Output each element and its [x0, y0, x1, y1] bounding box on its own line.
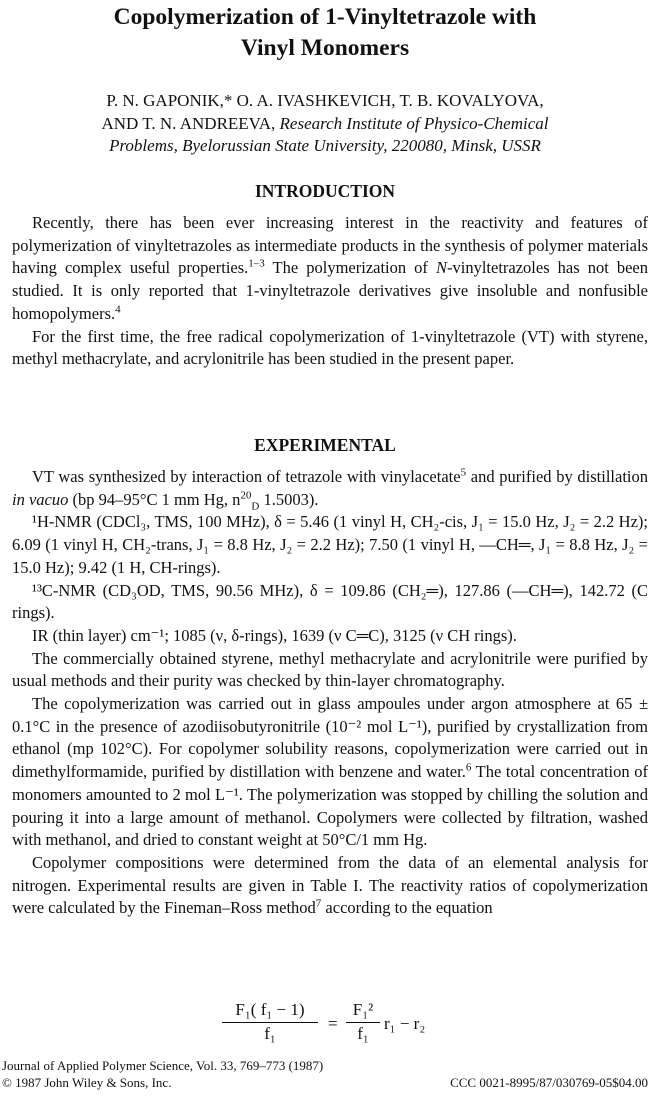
exp-vt-italic: in vacuo	[12, 489, 69, 509]
exp-vt-text: VT was synthesized by interaction of tetrazole with vinylacetate	[32, 467, 461, 486]
exp-comp-text: Copolymer compositions were determined from the data of an elemental analysis for nitrogen. Experimental results are given in Table I. The reactivity ratios of copolymerization were calculated by the Fineman–Ross method	[12, 852, 648, 918]
exp-paragraph-hnmr: ¹H-NMR (CDCl₃, TMS, 100 MHz), δ = 5.46 (1 vinyl H, CH₂-cis, J₁ = 15.0 Hz, J₂ = 2.2 Hz); 6.09 (1 vinyl H, CH₂-trans, J₁ = 8.8 Hz, J₂ = 2.2 Hz); 7.50 (1 vinyl H, —CH═, J₁ = 8.8 Hz, J₂ = 15.0 Hz); 9.42 (1 H, CH-rings).	[12, 512, 648, 577]
equation-rhs-numerator: F₁²	[352, 1000, 374, 1019]
intro-p1-italic: N	[435, 258, 447, 278]
equation-rhs-fraction	[346, 1000, 380, 1044]
author-line-2	[0, 113, 650, 136]
equation-rhs-tail: r₁ − r₂	[384, 1014, 426, 1033]
exp-paragraph-composition	[12, 852, 648, 920]
exp-paragraph-ir: IR (thin layer) cm⁻¹; 1085 (ν, δ-rings), 1639 (ν C═C), 3125 (ν CH rings).	[32, 625, 517, 645]
exp-vt-text: and purified by distillation	[466, 467, 648, 486]
exp-paragraph-cnmr: ¹³C-NMR (CD₃OD, TMS, 90.56 MHz), δ = 109.86 (CH₂═), 127.86 (—CH═), 142.72 (C rings).	[12, 580, 648, 623]
citation-ref: 4	[115, 303, 121, 316]
exp-vt-text: (bp 94–95°C 1 mm Hg, n	[68, 489, 241, 509]
citation-ref: 1–3	[248, 257, 265, 270]
citation-ref: 7	[315, 897, 322, 910]
equation-lhs-denominator: f₁	[264, 1024, 276, 1043]
exp-paragraph-vt	[12, 466, 648, 511]
exp-paragraph-copolymerization	[12, 693, 648, 852]
exp-copoly-text: The total concentration of monomers amounted to 2 mol L⁻¹. The polymerization was stopped by chilling the solution and pouring it into a large amount of methanol. Copolymers were collected by filtration, washed with methanol, and dried to constant weight at 50°C/1 mm Hg.	[12, 762, 648, 850]
equation-equals: =	[328, 1014, 338, 1033]
fraction-bar	[222, 1022, 318, 1023]
equation-rhs-denominator: f₁	[357, 1024, 369, 1043]
fineman-ross-equation	[222, 1000, 442, 1060]
exp-comp-text: according to the equation	[321, 898, 493, 918]
author-names-line-2: AND T. N. ANDREEVA,	[101, 113, 276, 133]
exp-paragraph-styrene: The commercially obtained styrene, methyl methacrylate and acrylonitrile were purified by usual methods and their purity was checked by thin-layer chromatography.	[12, 648, 648, 691]
footer-journal: Journal of Applied Polymer Science, Vol. 33, 769–773 (1987)	[2, 1058, 324, 1073]
intro-p1-text: Recently, there has been ever increasing interest in the reactivity and features of polymerization of vinyltetrazoles as intermediate products in the synthesis of polymer materials having complex useful properties.	[12, 213, 648, 278]
affiliation-line-2: Problems, Byelorussian State University, 220080, Minsk, USSR	[109, 136, 541, 155]
title-line-1: Copolymerization of 1-Vinyltetrazole with	[113, 4, 537, 30]
fraction-bar	[346, 1022, 380, 1023]
refractive-index-temp: 20	[240, 489, 252, 502]
intro-paragraph-2: For the first time, the free radical copolymerization of 1-vinyltetrazole (VT) with styrene, methyl methacrylate, and acrylonitrile has been studied in the present paper.	[12, 326, 648, 369]
footer-row	[2, 1075, 648, 1091]
equation-lhs-fraction	[222, 1000, 318, 1044]
introduction-body	[12, 212, 648, 371]
exp-vt-text: 1.5003).	[259, 489, 319, 509]
author-block	[0, 90, 650, 158]
title-line-2: Vinyl Monomers	[240, 35, 410, 61]
exp-copoly-text: The copolymerization was carried out in glass ampoules under argon atmosphere at 65 ± 0.1°C in the presence of azodiisobutyronitrile (10⁻² mol L⁻¹), purified by crystallization from ethanol (mp 102°C). For copolymer solubility reasons, copolymerization were carried out in dimethylformamide, purified by distillation with benzene and water.	[12, 694, 648, 782]
equation-lhs-numerator: F₁( f₁ − 1)	[235, 1000, 305, 1019]
intro-p1-text: -vinyltetrazoles has not been studied. It is only reported that 1-vinyltetrazole derivatives give insoluble and nonfusible homopolymers.	[12, 258, 648, 323]
footer-copyright: © 1987 John Wiley & Sons, Inc.	[2, 1075, 172, 1090]
section-heading-introduction: INTRODUCTION	[254, 181, 396, 201]
refractive-index-line: D	[251, 500, 260, 512]
author-names-line-1: P. N. GAPONIK,* O. A. IVASHKEVICH, T. B. KOVALYOVA,	[106, 91, 544, 110]
experimental-body	[12, 466, 648, 920]
citation-ref: 6	[465, 761, 472, 774]
footer-ccc-code: CCC 0021-8995/87/030769-05$04.00	[450, 1075, 648, 1090]
affiliation-line-1: Research Institute of Physico-Chemical	[279, 113, 549, 133]
intro-paragraph-1	[12, 212, 648, 326]
intro-p1-text: The polymerization of	[264, 258, 436, 278]
citation-ref: 5	[460, 466, 467, 479]
affiliation-line-2-row	[0, 135, 650, 158]
section-heading-experimental: EXPERIMENTAL	[254, 435, 396, 455]
paper-title	[0, 2, 650, 64]
